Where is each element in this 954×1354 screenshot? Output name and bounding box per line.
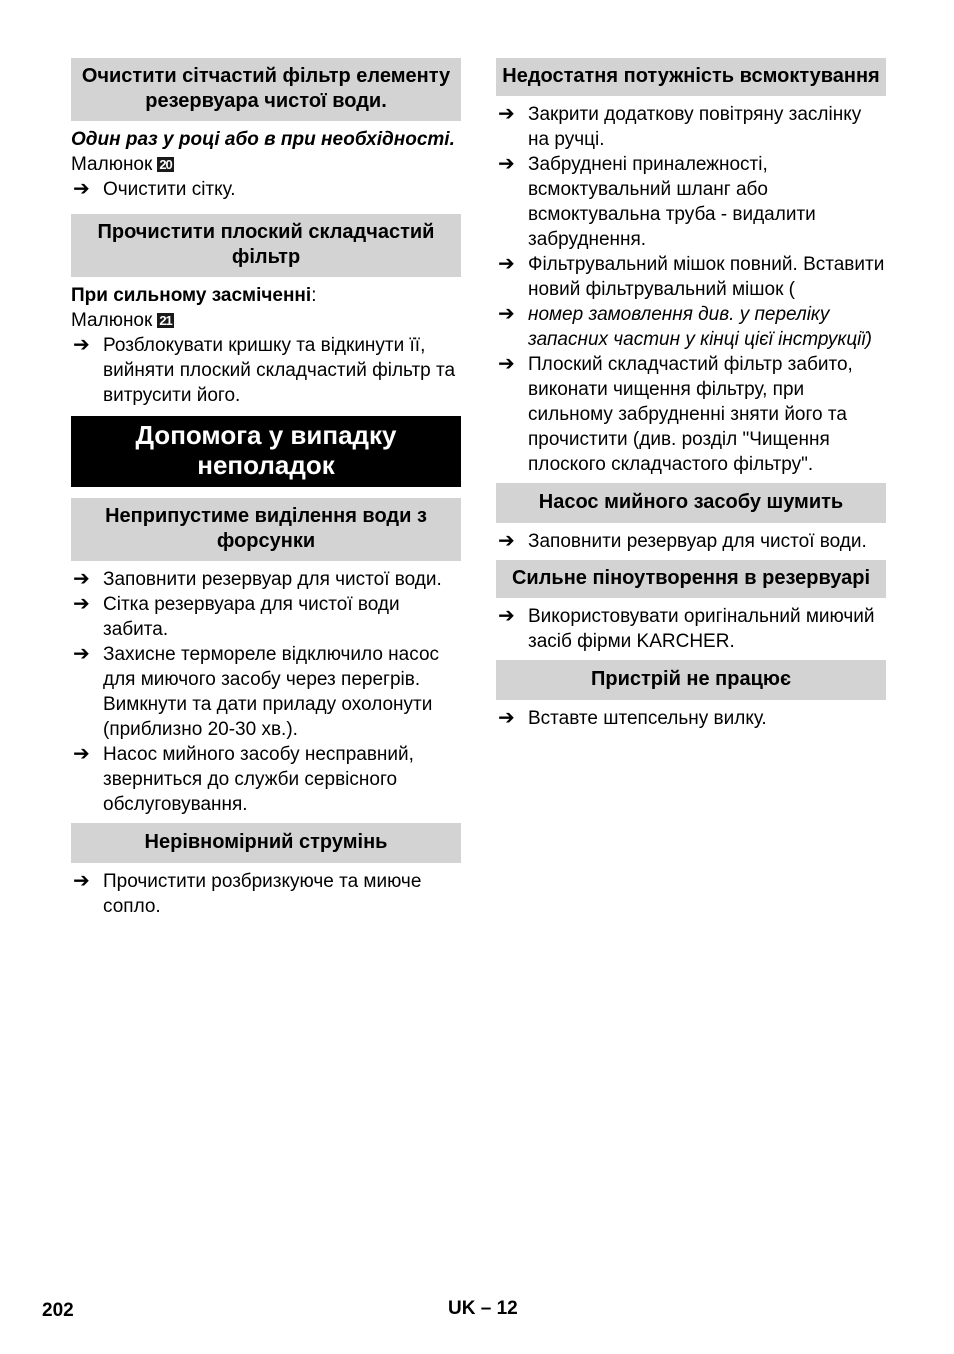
section-heading-foaming: Сильне піноутворення в резервуарі [496,560,886,598]
section-heading-low-suction: Недостатня потужність всмоктування [496,58,886,96]
figure-number-badge: 21 [159,313,172,328]
list-item: ➔ Насос мийного засобу несправний, зверниться до служби сервісного обслуговування. [73,743,414,815]
list-item: ➔ Сітка резервуара для чистої води забита. [73,593,400,640]
chapter-heading-troubleshooting: Допомога у випадку неполадок [71,416,461,487]
page-number: 202 [42,1300,74,1321]
list-item: ➔ Заповнити резервуар для чистої води. [498,530,867,552]
list-item: ➔ Прочистити розбризкуюче та миюче сопло. [73,870,422,917]
right-column [496,58,886,737]
section-heading-clean-mesh-filter: Очистити сітчастий фільтр елементу резервуара чистої води. [71,58,461,121]
section-page-label: UK – 12 [448,1298,518,1319]
arrow-right-icon: ➔ [498,253,515,275]
arrow-right-icon: ➔ [73,178,90,200]
section-heading-device-not-working: Пристрій не працює [496,660,886,700]
list-item: ➔ Плоский складчастий фільтр забито, виконати чищення фільтру, при сильному забрудненні зняти його та прочистити (див. розділ "Чищення плоского складчастого фільтру". [498,353,853,475]
list-item: ➔ Закрити додаткову повітряну заслінку на ручці. [498,103,862,150]
arrow-right-icon: ➔ [73,870,90,892]
frequency-note: Один раз у році або в при необхідності. [71,129,455,150]
list-item: ➔ Розблокувати кришку та відкинути її, вийняти плоский складчастий фільтр та витрусити його. [73,334,456,406]
arrow-right-icon: ➔ [73,568,90,590]
list-item: ➔ Забруднені приналежності, всмоктувальний шланг або всмоктувальна труба - видалити забруднення. [498,153,816,250]
section-heading-uneven-jet: Нерівномірний струмінь [71,823,461,863]
arrow-right-icon: ➔ [73,643,90,665]
arrow-right-icon: ➔ [73,334,90,356]
arrow-right-icon: ➔ [498,707,515,729]
arrow-right-icon: ➔ [73,593,90,615]
list-item: ➔ Очистити сітку. [73,178,236,200]
list-item: ➔ Заповнити резервуар для чистої води. [73,568,442,590]
condition-text: При сильному засміченні: [71,285,317,306]
instruction-list [496,604,886,654]
instruction-list [71,333,461,408]
figure-label: Малюнок [71,154,153,175]
list-item: ➔ Вставте штепсельну вилку. [498,707,767,729]
list-item: ➔ Фільтрувальний мішок повний. Вставити новий фільтрувальний мішок ( [498,253,885,300]
arrow-right-icon: ➔ [73,743,90,765]
list-item: ➔ Використовувати оригінальний миючий засіб фірми KARCHER. [498,605,875,652]
arrow-right-icon: ➔ [498,605,515,627]
list-item: ➔ номер замовлення див. у переліку запасних частин у кінці цієї інструкції) [498,303,872,350]
arrow-right-icon: ➔ [498,530,515,552]
instruction-list [71,869,461,919]
figure-label: Малюнок [71,310,153,331]
figure-number-badge: 20 [159,157,172,172]
section-heading-pleated-filter: Прочистити плоский складчастий фільтр [71,214,461,277]
instruction-list [71,177,461,202]
figure-reference [71,152,461,177]
list-item: ➔ Захисне термореле відключило насос для миючого засобу через перегрів. Вимкнути та дати приладу охолонути (приблизно 20-30 хв.). [73,643,440,740]
figure-reference [71,308,461,333]
section-heading-water-discharge: Неприпустиме виділення води з форсунки [71,498,461,561]
instruction-list [496,102,886,477]
arrow-right-icon: ➔ [498,303,515,325]
arrow-right-icon: ➔ [498,153,515,175]
instruction-list [496,706,886,731]
section-heading-pump-noise: Насос мийного засобу шумить [496,483,886,523]
instruction-list [71,567,461,817]
left-column [71,58,461,925]
arrow-right-icon: ➔ [498,103,515,125]
arrow-right-icon: ➔ [498,353,515,375]
instruction-list [496,529,886,554]
